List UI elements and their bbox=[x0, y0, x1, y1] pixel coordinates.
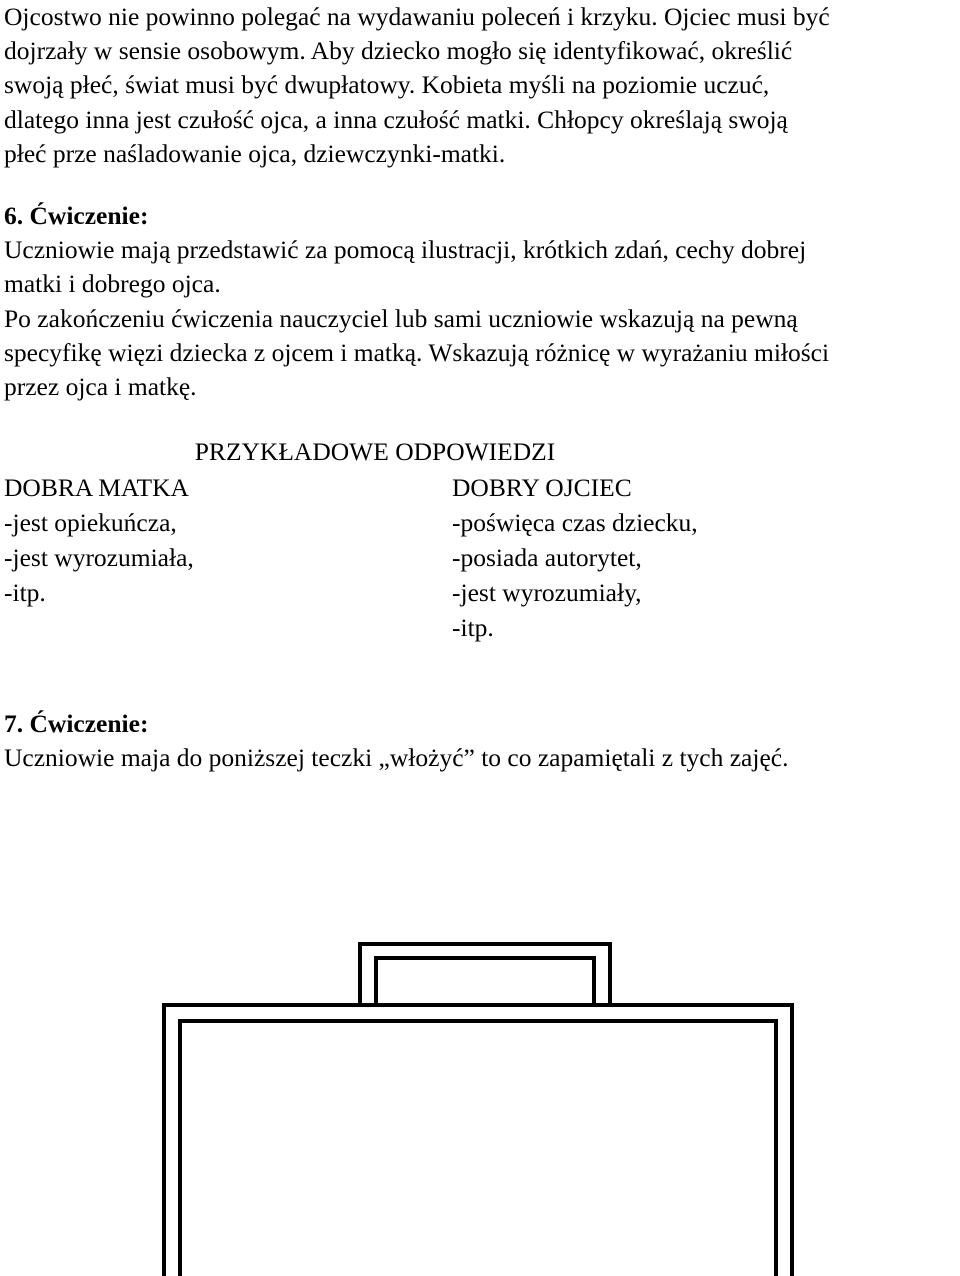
exercise-7-heading: 7. Ćwiczenie: bbox=[4, 709, 149, 738]
father-column-header: DOBRY OJCIEC bbox=[452, 473, 632, 502]
briefcase-handle-outer bbox=[360, 944, 610, 1005]
exercise-6-line: przez ojca i matkę. bbox=[4, 372, 197, 402]
intro-line: swoją płeć, świat musi być dwupłatowy. Kobieta myśli na poziomie uczuć, bbox=[4, 70, 770, 100]
mother-column-header: DOBRA MATKA bbox=[4, 473, 189, 502]
mother-trait: -jest opiekuńcza, bbox=[4, 508, 177, 537]
mother-trait: -jest wyrozumiała, bbox=[4, 543, 194, 572]
briefcase-handle-inner bbox=[376, 958, 594, 1005]
father-trait: -jest wyrozumiały, bbox=[452, 578, 642, 607]
briefcase-body-inner bbox=[180, 1021, 776, 1276]
exercise-6-line: Uczniowie mają przedstawić za pomocą ilustracji, krótkich zdań, cechy dobrej bbox=[4, 235, 807, 265]
father-trait: -itp. bbox=[452, 613, 494, 642]
briefcase-body-outer bbox=[164, 1005, 792, 1276]
exercise-6-line: Po zakończeniu ćwiczenia nauczyciel lub sami uczniowie wskazują na pewną bbox=[4, 303, 798, 333]
exercise-7-text: Uczniowie maja do poniższej teczki „włożyć” to co zapamiętali z tych zajęć. bbox=[4, 743, 789, 773]
father-trait: -poświęca czas dziecku, bbox=[452, 508, 698, 537]
exercise-6-heading: 6. Ćwiczenie: bbox=[4, 201, 149, 230]
briefcase-outline bbox=[164, 944, 792, 1276]
exercise-6-line: matki i dobrego ojca. bbox=[4, 269, 221, 299]
intro-line: Ojcostwo nie powinno polegać na wydawaniu poleceń i krzyku. Ojciec musi być bbox=[4, 2, 830, 31]
exercise-6-line: specyfikę więzi dziecka z ojcem i matką. Wskazują różnicę w wyrażaniu miłości bbox=[4, 337, 830, 367]
examples-title: PRZYKŁADOWE ODPOWIEDZI bbox=[194, 437, 556, 466]
intro-line: płeć prze naśladowanie ojca, dziewczynki-matki. bbox=[4, 138, 506, 168]
father-trait: -posiada autorytet, bbox=[452, 543, 642, 572]
intro-line: dlatego inna jest czułość ojca, a inna czułość matki. Chłopcy określają swoją bbox=[4, 104, 788, 134]
intro-line: dojrzały w sensie osobowym. Aby dziecko mogło się identyfikować, określić bbox=[4, 36, 793, 66]
mother-trait: -itp. bbox=[4, 578, 46, 607]
